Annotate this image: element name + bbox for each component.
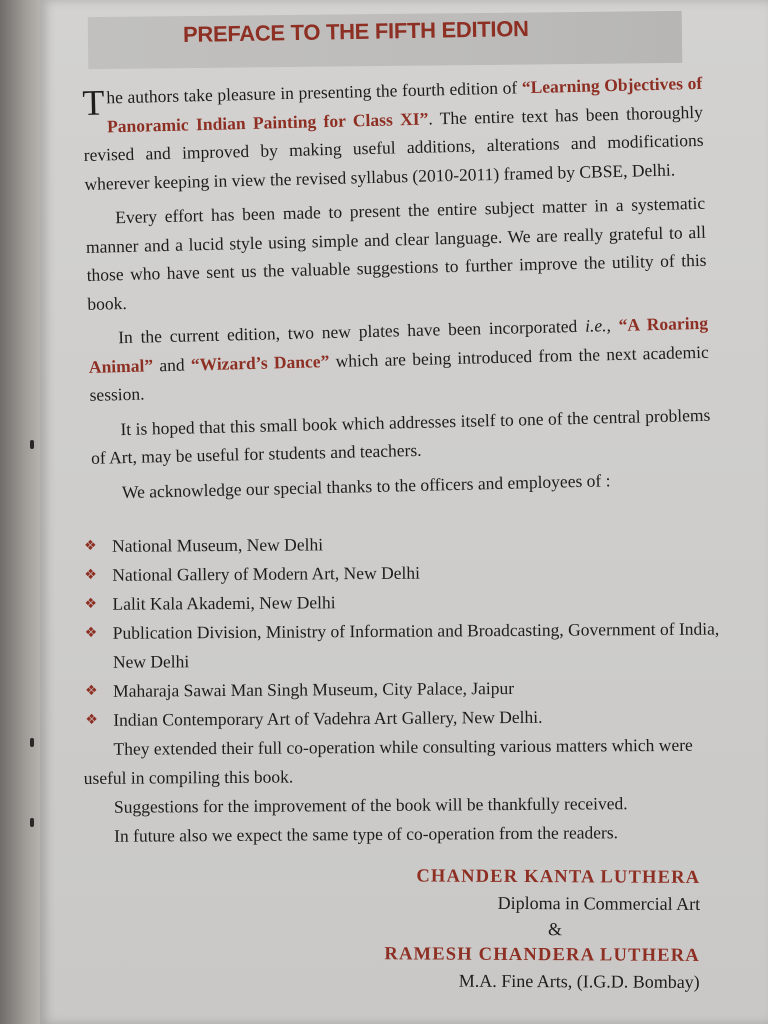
paragraph-suggestions: Suggestions for the improvement of the book will be thankfully received. [113, 793, 628, 817]
list-item [82, 557, 722, 590]
list-item [83, 673, 723, 706]
paragraph-hope: It is hoped that this small book which addresses itself to one of the central problems of Art, may be useful for students and teachers. [90, 404, 711, 468]
paragraph-plates [88, 309, 710, 410]
binding-mark [30, 818, 34, 827]
institution-name: Indian Contemporary Art of Vadehra Art Gallery, New Delhi. [113, 706, 543, 730]
plates-and: and [152, 353, 192, 375]
bullet-icon: ❖ [84, 596, 98, 612]
author-qualification-2: M.A. Fine Arts, (I.G.D. Bombay) [458, 970, 700, 992]
bullet-icon: ❖ [84, 625, 98, 641]
bullet-icon: ❖ [84, 538, 97, 554]
binding-mark [30, 440, 34, 449]
book-spine [0, 0, 42, 1024]
plate-title-1: “A Roaring Animal” [88, 312, 709, 377]
preface-body [82, 69, 712, 513]
plates-lead: In the current edition, two new plates have been incorporated [117, 315, 586, 348]
list-item [82, 528, 722, 561]
bullet-icon: ❖ [85, 683, 98, 699]
acknowledgements [82, 528, 724, 851]
drop-cap: T [81, 82, 105, 123]
plates-rest: which are being introduced from the next academic session. [89, 341, 709, 405]
bullet-icon: ❖ [84, 567, 97, 583]
institution-name: Publication Division, Ministry of Information and Broadcasting, Government of India, New Delhi [112, 618, 720, 672]
institution-list [82, 528, 723, 735]
paragraph-acknowledge: We acknowledge our special thanks to the officers and employees of : [121, 469, 611, 502]
list-item [83, 702, 723, 735]
paragraph-effort: Every effort has been made to present the entire subject matter in a systematic manner and a lucid style using simple and clear language. We are really grateful to all those who have sent us the valuable suggestions to further improve the utility of this book. [85, 192, 707, 314]
page-title: PREFACE TO THE FIFTH EDITION [182, 15, 529, 47]
author-qualification-1: Diploma in Commercial Art [497, 892, 701, 914]
author-name-2: RAMESH CHANDERA LUTHERA [384, 944, 700, 966]
list-item [83, 615, 723, 677]
paragraph-intro [82, 69, 705, 198]
institution-name: National Museum, New Delhi [112, 534, 324, 556]
intro-lead: he authors take pleasure in presenting the fourth edition of [106, 77, 523, 108]
institution-name: Lalit Kala Akademi, New Delhi [112, 592, 336, 614]
institution-name: Maharaja Sawai Man Singh Museum, City Palace, Jaipur [113, 677, 515, 701]
ie-abbrev: i.e., [584, 315, 612, 336]
binding-mark [30, 738, 34, 747]
author-name-1: CHANDER KANTA LUTHERA [416, 866, 701, 888]
book-page [40, 0, 768, 1024]
intro-rest: . The entire text has been thoroughly revised and improved by making useful additions, alterations and modifications wherever keeping in view the revised syllabus (2010-2011) framed by CBSE, Delhi. [83, 101, 704, 194]
institution-name: National Gallery of Modern Art, New Delhi [112, 562, 421, 585]
list-item [82, 586, 722, 619]
signature-block [340, 863, 701, 995]
ampersand: & [547, 919, 563, 940]
paragraph-future: In future also we expect the same type of co-operation from the readers. [114, 822, 619, 846]
paragraph-cooperation: They extended their full co-operation while consulting various matters which were useful in compiling this book. [83, 734, 693, 788]
bullet-icon: ❖ [85, 712, 98, 728]
book-title: “Learning Objectives of Panoramic Indian Painting for Class XI” [106, 72, 703, 136]
plate-title-2: “Wizard’s Dance” [190, 350, 330, 374]
